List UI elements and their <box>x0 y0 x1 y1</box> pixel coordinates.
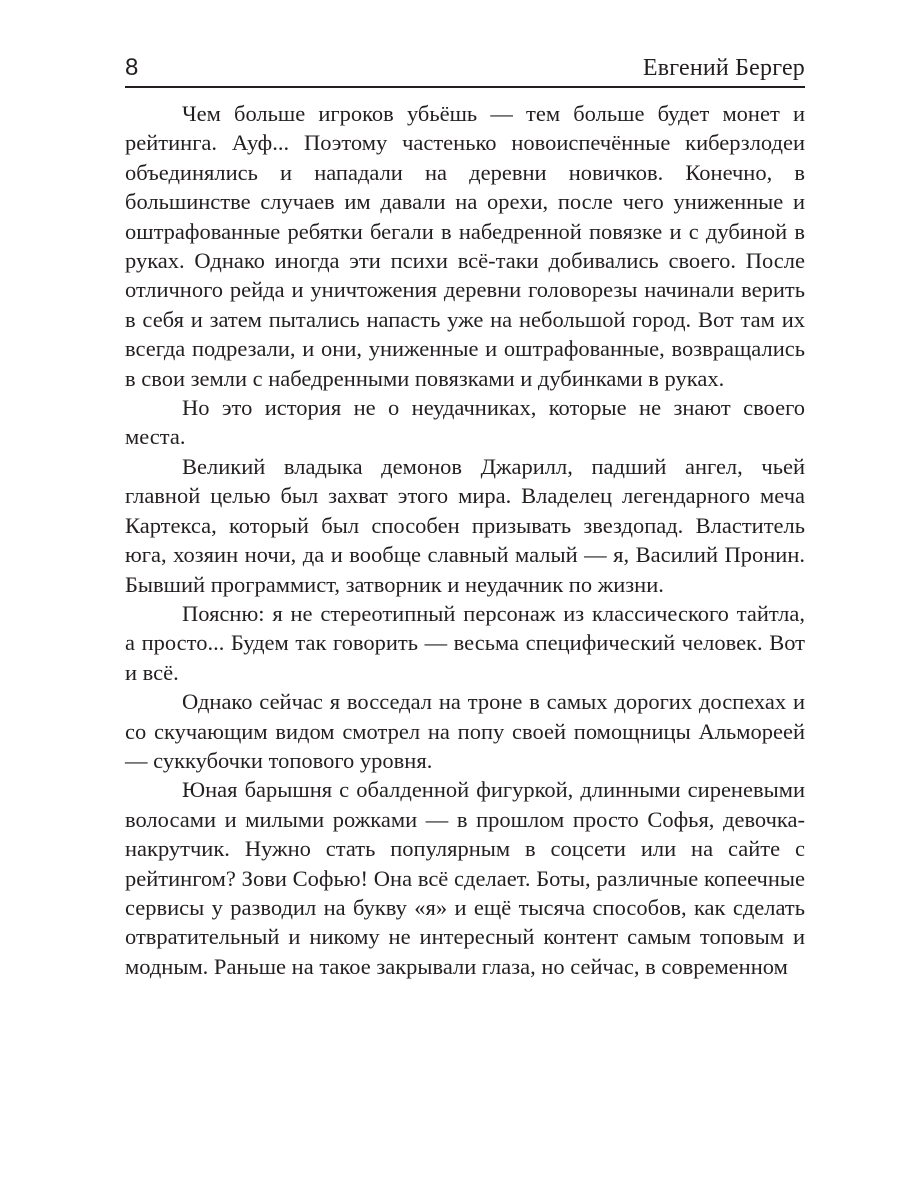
paragraph: Чем больше игроков убьёшь — тем больше будет монет и рейтинга. Ауф... Поэтому частенько новоиспечённые киберзлодеи объединялись и нападали на деревни новичков. Конечно, в большинстве случаев им давали на орехи, после чего униженные и оштрафованные ребятки бегали в набедренной повязке и с дубиной в руках. Однако иногда эти психи всё-таки добивались своего. После отличного рейда и уничтожения деревни головорезы начинали верить в себя и затем пытались напасть уже на небольшой город. Вот там их всегда подрезали, и они, униженные и оштрафованные, возвращались в свои земли с набедренными повязками и дубинками в руках. <box>125 101 805 391</box>
paragraph: Великий владыка демонов Джарилл, падший ангел, чьей главной целью был захват этого мира. Владелец легендарного меча Картекса, который был способен призывать звездопад. Властитель юга, хозяин ночи, да и вообще славный малый — я, Василий Пронин. Бывший программист, затворник и неудачник по жизни. <box>125 453 805 597</box>
running-header <box>125 52 805 88</box>
book-page <box>125 52 805 981</box>
paragraph: Однако сейчас я восседал на троне в самых дорогих доспехах и со скучающим видом смотрел на попу своей помощницы Альмореей — суккубочки топового уровня. <box>125 689 805 773</box>
paragraph: Юная барышня с обалденной фигуркой, длинными сиреневыми волосами и милыми рожками — в прошлом просто Софья, девочка-накрутчик. Нужно стать популярным в соцсети или на сайте с рейтингом? Зови Софью! Она всё сделает. Боты, различные копеечные сервисы у разводил на букву «я» и ещё тысяча способов, как сделать отвратительный и никому не интересный контент самым топовым и модным. Раньше на такое закрывали глаза, но сейчас, в современном <box>125 777 805 979</box>
page-number: 8 <box>125 54 139 81</box>
body-text <box>125 99 805 981</box>
paragraph: Но это история не о неудачниках, которые не знают своего места. <box>125 395 805 450</box>
paragraph: Поясню: я не стереотипный персонаж из классического тайтла, а просто... Будем так говорить — весьма специфический человек. Вот и всё. <box>125 600 805 685</box>
author-name: Евгений Бергер <box>642 55 805 81</box>
